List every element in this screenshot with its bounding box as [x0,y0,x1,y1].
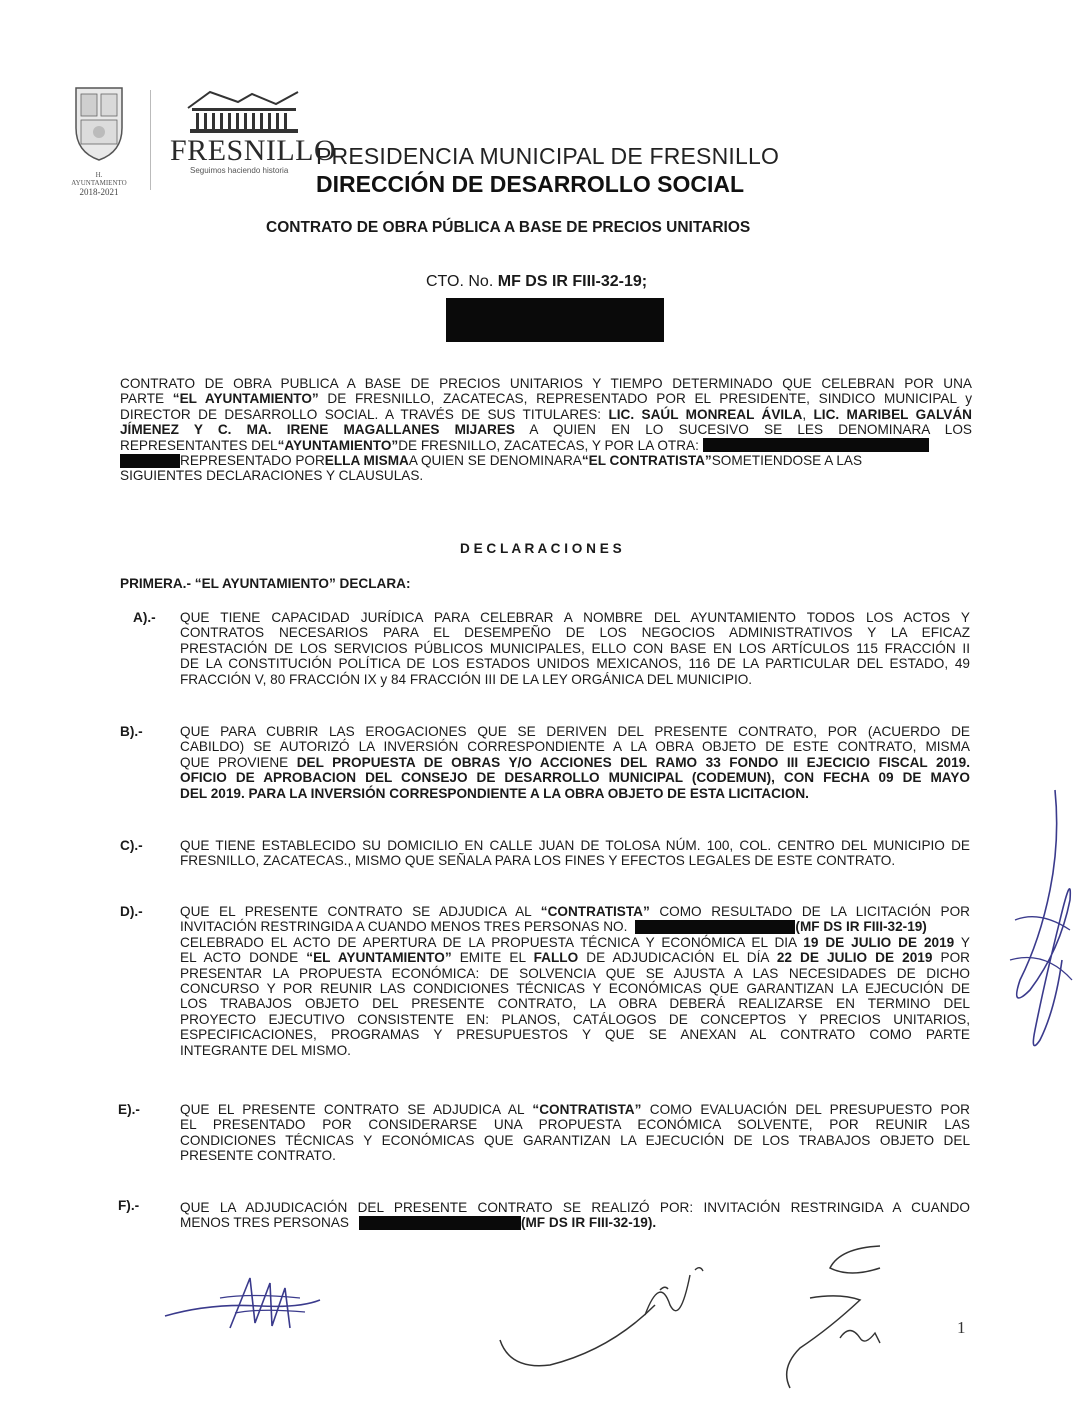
intro-text: , [802,406,814,422]
intro-text: DE FRESNILLO, ZACATECAS, REPRESENTADO POR EL PRESIDENTE, SINDICO MUNICIPAL y [318,391,972,407]
clause-line: EL PRESENTADO POR CONSIDERARSE UNA PROPUESTA ECONÓMICA SOLVENTE, POR REUNIR LAS [180,1117,970,1133]
clause-bold: (MF DS IR FIII-32-19). [520,1215,657,1231]
clause-text: Y [954,934,970,950]
clause-label-f: F).- [118,1198,140,1213]
clause-text: COMO RESULTADO DE LA LICITACIÓN POR [649,904,970,919]
clause-label-e: E).- [118,1102,140,1117]
redaction-block [120,454,180,468]
clause-bold: 22 DE JULIO DE 2019 [776,950,933,966]
redaction-block [635,920,795,934]
clause-bold: DEL PROPUESTA DE OBRAS Y/O ACCIONES DEL RAMO 33 FONDO III EJECICIO FISCAL 2019. [296,754,970,770]
intro-line: CONTRATO DE OBRA PUBLICA A BASE DE PRECIOS UNITARIOS Y TIEMPO DETERMINADO QUE CELEBRAN POR UNA [120,376,972,391]
clause-line: PROYECTO EJECUTIVO CONSISTENTE EN: PLANOS, CATÁLOGOS DE CONCEPTOS Y PRECIOS UNITARIOS, [180,1011,970,1027]
clause-d [180,904,970,1058]
clause-line: PRESENTAR LA PROPUESTA ECONÓMICA: DE SOLVENCIA QUE SE AJUSTA A LAS NECESIDADES DE DICHO [180,965,970,981]
intro-text: REPRESENTANTES DEL [120,437,278,453]
intro-text: SIGUIENTES DECLARACIONES Y CLAUSULAS. [120,468,424,484]
clause-bold: FALLO [533,950,579,966]
logo-tagline: Seguimos haciendo historia [190,166,289,175]
clause-line: FRACCIÓN V, 80 FRACCIÓN IX y 84 FRACCIÓN III DE LA LEY ORGÁNICA DEL MUNICIPIO. [180,671,753,687]
clause-text: QUE EL PRESENTE CONTRATO SE ADJUDICA AL [180,1102,533,1117]
clause-e [180,1102,970,1164]
clause-text: EMITE EL [451,950,534,966]
clause-line: QUE TIENE CAPACIDAD JURÍDICA PARA CELEBRAR A NOMBRE DEL AYUNTAMIENTO TODOS LOS ACTOS Y [180,610,970,625]
intro-text: REPRESENTADO POR [180,453,325,469]
clause-bold-line: DEL 2019. PARA LA INVERSIÓN CORRESPONDIENTE A LA OBRA OBJETO DE ESTA LICITACION. [180,785,809,801]
clause-bold: “CONTRATISTA” [532,1102,642,1117]
intro-text: PARTE [120,391,173,407]
temple-icon [180,86,310,136]
primera-heading: PRIMERA.- “EL AYUNTAMIENTO” DECLARA: [120,576,411,591]
clause-label-d: D).- [120,904,143,919]
clause-text: QUE EL PRESENTE CONTRATO SE ADJUDICA AL [180,904,541,919]
contract-number [426,273,647,291]
clause-line: CONCURSO Y POR REUNIR LAS CONDICIONES TÉCNICAS Y ECONÓMICAS QUE GARANTIZAN LA EJECUCIÓN DE [180,981,970,997]
clause-line: QUE PARA CUBRIR LAS EROGACIONES QUE SE DERIVEN DEL PRESENTE CONTRATO, POR (ACUERDO DE [180,724,970,739]
clause-text: EL ACTO DONDE [180,950,307,966]
bottom-signature-right [770,1238,900,1398]
intro-text: DE FRESNILLO, ZACATECAS, Y POR LA OTRA: [398,437,699,453]
clause-line: PRESENTE CONTRATO. [180,1148,336,1164]
header-title-2: DIRECCIÓN DE DESARROLLO SOCIAL [316,171,745,197]
municipal-seal [68,84,130,197]
clause-line: QUE LA ADJUDICACIÓN DEL PRESENTE CONTRATO SE REALIZÓ POR: INVITACIÓN RESTRINGIDA A CUANDO [180,1200,970,1215]
intro-bold: “EL AYUNTAMIENTO” [172,391,319,407]
clause-text: DE ADJUDICACIÓN EL DÍA [578,950,777,966]
intro-text: A QUIEN SE DENOMINARA [408,453,582,469]
clause-line: ESPECIFICACIONES, PROGRAMAS Y PRESUPUESTOS Y QUE SE ANEXAN AL CONTRATO COMO PARTE [180,1027,970,1043]
fresnillo-logo [170,86,337,178]
seal-caption: H. AYUNTAMIENTO [71,171,127,187]
header-divider [150,90,151,190]
intro-bold: “EL CONTRATISTA” [581,453,712,469]
clause-bold: “EL AYUNTAMIENTO” [306,950,452,966]
clause-line: LOS TRABAJOS OBJETO DEL PRESENTE CONTRATO, LA OBRA DEBERÁ REALIZARSE EN TERMINO DEL [180,996,970,1012]
redaction-block [446,298,664,342]
clause-line: DE LA CONSTITUCIÓN POLÍTICA DE LOS ESTADOS UNIDOS MEXICANOS, 116 DE LA PARTICULAR DEL ESTADO, 49 [180,656,970,672]
redaction-block [359,1216,521,1230]
header-title-1: PRESIDENCIA MUNICIPAL DE FRESNILLO [316,143,780,169]
intro-bold: JÍMENEZ Y C. MA. IRENE MAGALLANES MIJARES [120,422,515,438]
clause-text: QUE PROVIENE [180,754,297,770]
contract-number-value: MF DS IR FIII-32-19; [497,273,648,290]
intro-bold: ELLA MISMA [324,453,409,469]
intro-bold: “AYUNTAMIENTO” [277,437,399,453]
clause-line: INTEGRANTE DEL MISMO. [180,1042,351,1058]
intro-text: A QUIEN EN LO SUCESIVO SE LES DENOMINARA LOS [515,422,972,438]
margin-signature [1000,780,1080,1070]
clause-text: INVITACIÓN RESTRINGIDA A CUANDO MENOS TRES PERSONAS NO. [180,919,628,935]
clause-label-b: B).- [120,724,143,739]
logo-wordmark: FRESNILLO [170,134,337,167]
intro-bold: LIC. SAÚL MONREAL ÁVILA [608,406,803,422]
seal-years: 2018-2021 [79,187,119,197]
clause-label-c: C).- [120,838,143,853]
page-number: 1 [957,1318,966,1337]
clause-bold: 19 DE JULIO DE 2019 [803,934,955,950]
clause-line: PRESTACIÓN DE LOS SERVICIOS PÚBLICOS MUNICIPALES, ELLO CON BASE EN LOS ARTÍCULOS 115 FRACCIÓN II [180,640,970,656]
clause-line: CONDICIONES TÉCNICAS Y ECONÓMICAS QUE GARANTIZAN LA EJECUCIÓN DE LOS TRABAJOS OBJETO DEL [180,1132,970,1148]
clause-b [180,724,970,801]
clause-text: COMO EVALUACIÓN DEL PRESUPUESTO POR [641,1102,970,1117]
declaraciones-heading: D E C L A R A C I O N E S [460,541,622,556]
intro-paragraph [120,376,972,484]
clause-line: CABILDO) SE AUTORIZÓ LA INVERSIÓN CORRESPONDIENTE A LA OBRA OBJETO DE ESTE CONTRATO, MISMA [180,739,970,755]
intro-text: SOMETIENDOSE A LAS [711,453,863,469]
clause-a [180,610,970,687]
intro-bold: LIC. MARIBEL GALVÁN [813,406,972,422]
clause-line: CONTRATOS NECESARIOS PARA EL DESEMPEÑO DE LOS NEGOCIOS ADMINISTRATIVOS Y LA EFICAZ [180,625,970,641]
clause-text: MENOS TRES PERSONAS [180,1215,349,1231]
clause-line: FRESNILLO, ZACATECAS., MISMO QUE SEÑALA PARA LOS FINES Y EFECTOS LEGALES DE ESTE CONTRATO. [180,853,896,869]
clause-f [180,1200,970,1231]
shield-icon [68,84,130,164]
contract-title: CONTRATO DE OBRA PÚBLICA A BASE DE PRECIOS UNITARIOS [266,219,751,236]
intro-text: DIRECTOR DE DESARROLLO SOCIAL. A TRAVÉS DE SUS TITULARES: [120,406,609,422]
bottom-signature-left [160,1268,330,1348]
clause-text: CELEBRADO EL ACTO DE APERTURA DE LA PROPUESTA TÉCNICA Y ECONÓMICA EL DIA [180,934,804,950]
redaction-block [703,438,929,452]
clause-line: QUE TIENE ESTABLECIDO SU DOMICILIO EN CALLE JUAN DE TOLOSA NÚM. 100, COL. CENTRO DEL MUNICIPIO DE [180,838,970,853]
contract-number-prefix: CTO. No. [426,273,494,290]
clause-label-a: A).- [133,610,156,625]
clause-bold: (MF DS IR FIII-32-19) [795,919,927,935]
clause-bold-line: OFICIO DE APROBACION DEL CONSEJO DE DESARROLLO MUNICIPAL (CODEMUN), CON FECHA 09 DE MAYO [180,770,970,786]
clause-text: POR [932,950,970,966]
bottom-signature-middle [490,1245,720,1385]
clause-bold: “CONTRATISTA” [540,904,650,919]
clause-c [180,838,970,869]
